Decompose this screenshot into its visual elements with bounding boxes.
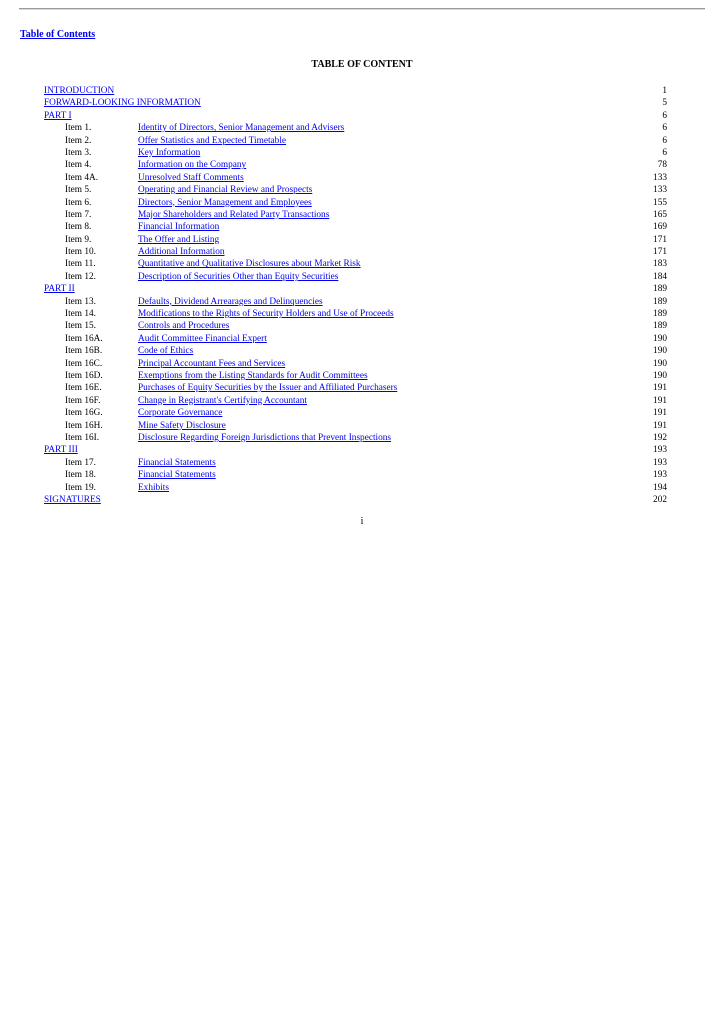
toc-item-link[interactable]: Exemptions from the Listing Standards for Audit Committees bbox=[138, 370, 368, 381]
toc-item-row bbox=[44, 271, 667, 283]
toc-item-number: Item 2. bbox=[65, 135, 92, 146]
toc-item-number: Item 15. bbox=[65, 321, 96, 332]
toc-item-link[interactable]: Code of Ethics bbox=[138, 346, 194, 357]
toc-page-number: 190 bbox=[653, 346, 667, 357]
toc-page-number: 6 bbox=[662, 110, 667, 121]
toc-item-row bbox=[44, 246, 667, 258]
toc-item-number: Item 13. bbox=[65, 296, 96, 307]
toc-item-link[interactable]: Financial Statements bbox=[138, 470, 216, 481]
toc-section-row bbox=[44, 283, 667, 295]
toc-page-number: 194 bbox=[653, 482, 667, 493]
toc-page-number: 191 bbox=[653, 408, 667, 419]
toc-section-row bbox=[44, 444, 667, 456]
toc-item-row bbox=[44, 184, 667, 196]
toc-item-link[interactable]: Unresolved Staff Comments bbox=[138, 172, 244, 183]
toc-page-number: 193 bbox=[653, 445, 667, 456]
toc-item-row bbox=[44, 482, 667, 494]
toc-item-number: Item 16A. bbox=[65, 333, 103, 344]
toc-item-number: Item 16G. bbox=[65, 408, 103, 419]
toc-item-row bbox=[44, 457, 667, 469]
toc-section-row bbox=[44, 494, 667, 506]
toc-page-number: 133 bbox=[653, 172, 667, 183]
toc-item-number: Item 5. bbox=[65, 185, 92, 196]
toc-page-number: 5 bbox=[662, 98, 667, 109]
toc-item-link[interactable]: Audit Committee Financial Expert bbox=[138, 333, 267, 344]
toc-section-row bbox=[44, 85, 667, 97]
toc-item-row bbox=[44, 159, 667, 171]
toc-item-number: Item 16C. bbox=[65, 358, 103, 369]
toc-item-link[interactable]: Change in Registrant's Certifying Accountant bbox=[138, 395, 307, 406]
toc-page-number: 183 bbox=[653, 259, 667, 270]
toc-item-row bbox=[44, 122, 667, 134]
toc-item-number: Item 16H. bbox=[65, 420, 103, 431]
toc-item-link[interactable]: Modifications to the Rights of Security Holders and Use of Proceeds bbox=[138, 309, 394, 320]
toc-item-link[interactable]: Key Information bbox=[138, 147, 201, 158]
toc-section-link[interactable]: INTRODUCTION bbox=[44, 86, 115, 96]
toc-item-number: Item 10. bbox=[65, 247, 96, 258]
toc-page-number: 165 bbox=[653, 209, 667, 220]
toc-item-number: Item 17. bbox=[65, 457, 96, 468]
toc-item-row bbox=[44, 420, 667, 432]
toc-item-number: Item 16I. bbox=[65, 432, 100, 443]
toc-page-number: 171 bbox=[653, 234, 667, 245]
toc-item-row bbox=[44, 407, 667, 419]
toc-item-number: Item 6. bbox=[65, 197, 92, 208]
page-title: TABLE OF CONTENT bbox=[311, 59, 413, 70]
toc-item-link[interactable]: Information on the Company bbox=[138, 160, 247, 171]
toc-item-row bbox=[44, 382, 667, 394]
table-of-contents bbox=[44, 85, 667, 506]
toc-page-number: 193 bbox=[653, 470, 667, 481]
toc-item-number: Item 16F. bbox=[65, 395, 101, 406]
toc-section-row bbox=[44, 110, 667, 122]
toc-page-number: 133 bbox=[653, 185, 667, 196]
toc-page-number: 6 bbox=[662, 123, 667, 134]
toc-item-link[interactable]: Exhibits bbox=[138, 482, 169, 493]
toc-page-number: 6 bbox=[662, 147, 667, 158]
toc-item-row bbox=[44, 370, 667, 382]
toc-item-row bbox=[44, 234, 667, 246]
toc-item-number: Item 4. bbox=[65, 160, 92, 171]
toc-item-row bbox=[44, 333, 667, 345]
toc-section-link[interactable]: SIGNATURES bbox=[44, 494, 101, 505]
toc-item-number: Item 16B. bbox=[65, 346, 103, 357]
toc-item-link[interactable]: Purchases of Equity Securities by the Issuer and Affiliated Purchasers bbox=[138, 383, 398, 394]
toc-page-number: 189 bbox=[653, 321, 667, 332]
toc-item-link[interactable]: Description of Securities Other than Equity Securities bbox=[138, 271, 339, 282]
toc-item-link[interactable]: Mine Safety Disclosure bbox=[138, 420, 226, 431]
toc-item-link[interactable]: Financial Information bbox=[138, 222, 220, 233]
toc-item-link[interactable]: Quantitative and Qualitative Disclosures about Market Risk bbox=[138, 259, 361, 270]
toc-page-number: 193 bbox=[653, 457, 667, 468]
toc-page-number: 155 bbox=[653, 197, 667, 208]
toc-page-number: 184 bbox=[653, 271, 667, 282]
toc-section-link[interactable]: PART III bbox=[44, 445, 78, 456]
toc-page-number: 1 bbox=[662, 86, 667, 96]
toc-item-number: Item 7. bbox=[65, 209, 92, 220]
toc-page-number: 190 bbox=[653, 370, 667, 381]
toc-item-row bbox=[44, 147, 667, 159]
toc-item-row bbox=[44, 432, 667, 444]
toc-item-number: Item 8. bbox=[65, 222, 92, 233]
toc-item-number: Item 9. bbox=[65, 234, 92, 245]
toc-page-number: 189 bbox=[653, 309, 667, 320]
toc-item-row bbox=[44, 221, 667, 233]
toc-item-number: Item 19. bbox=[65, 482, 96, 493]
toc-item-row bbox=[44, 358, 667, 370]
toc-item-number: Item 4A. bbox=[65, 172, 99, 183]
toc-item-link[interactable]: Controls and Procedures bbox=[138, 321, 230, 332]
toc-item-row bbox=[44, 209, 667, 221]
toc-item-link[interactable]: Defaults, Dividend Arrearages and Delinquencies bbox=[138, 296, 323, 307]
toc-page-number: 189 bbox=[653, 296, 667, 307]
toc-page-number: 191 bbox=[653, 420, 667, 431]
toc-item-number: Item 1. bbox=[65, 123, 92, 134]
toc-item-link[interactable]: Corporate Governance bbox=[138, 408, 223, 419]
toc-section-link[interactable]: PART II bbox=[44, 284, 75, 295]
toc-page-number: 78 bbox=[657, 160, 667, 171]
toc-item-number: Item 12. bbox=[65, 271, 96, 282]
toc-item-link[interactable]: The Offer and Listing bbox=[138, 234, 220, 245]
toc-page-number: 189 bbox=[653, 284, 667, 295]
toc-item-number: Item 16D. bbox=[65, 370, 103, 381]
toc-item-number: Item 11. bbox=[65, 259, 96, 270]
toc-item-link[interactable]: Principal Accountant Fees and Services bbox=[138, 358, 286, 369]
toc-page-number: 171 bbox=[653, 247, 667, 258]
toc-item-number: Item 18. bbox=[65, 470, 96, 481]
toc-page-number: 191 bbox=[653, 395, 667, 406]
toc-item-row bbox=[44, 296, 667, 308]
toc-item-row bbox=[44, 197, 667, 209]
page-number: i bbox=[360, 516, 364, 527]
toc-page-number: 202 bbox=[653, 494, 667, 505]
toc-page-number: 169 bbox=[653, 222, 667, 233]
toc-section-link[interactable]: PART I bbox=[44, 110, 72, 121]
toc-item-number: Item 3. bbox=[65, 147, 92, 158]
top-divider bbox=[19, 8, 705, 10]
toc-item-row bbox=[44, 345, 667, 357]
toc-item-link[interactable]: Directors, Senior Management and Employees bbox=[138, 197, 312, 208]
toc-section-row bbox=[44, 97, 667, 109]
toc-page-number: 192 bbox=[653, 432, 667, 443]
toc-item-link[interactable]: Financial Statements bbox=[138, 457, 216, 468]
toc-item-row bbox=[44, 395, 667, 407]
toc-item-number: Item 16E. bbox=[65, 383, 102, 394]
toc-item-link[interactable]: Major Shareholders and Related Party Transactions bbox=[138, 209, 330, 220]
toc-page-number: 6 bbox=[662, 135, 667, 146]
toc-item-row bbox=[44, 308, 667, 320]
table-of-contents-link[interactable]: Table of Contents bbox=[20, 29, 96, 40]
toc-item-link[interactable]: Identity of Directors, Senior Management and Advisers bbox=[138, 123, 345, 134]
toc-page-number: 191 bbox=[653, 383, 667, 394]
toc-page-number: 190 bbox=[653, 333, 667, 344]
toc-item-row bbox=[44, 258, 667, 270]
toc-item-link[interactable]: Disclosure Regarding Foreign Jurisdictions that Prevent Inspections bbox=[138, 432, 392, 443]
toc-item-link[interactable]: Operating and Financial Review and Prospects bbox=[138, 185, 313, 196]
toc-item-number: Item 14. bbox=[65, 309, 96, 320]
toc-item-row bbox=[44, 320, 667, 332]
toc-page-number: 190 bbox=[653, 358, 667, 369]
toc-item-row bbox=[44, 469, 667, 481]
toc-item-link[interactable]: Additional Information bbox=[138, 247, 225, 258]
toc-item-row bbox=[44, 172, 667, 184]
toc-item-link[interactable]: Offer Statistics and Expected Timetable bbox=[138, 135, 287, 146]
toc-item-row bbox=[44, 135, 667, 147]
toc-section-link[interactable]: FORWARD-LOOKING INFORMATION bbox=[44, 98, 201, 109]
